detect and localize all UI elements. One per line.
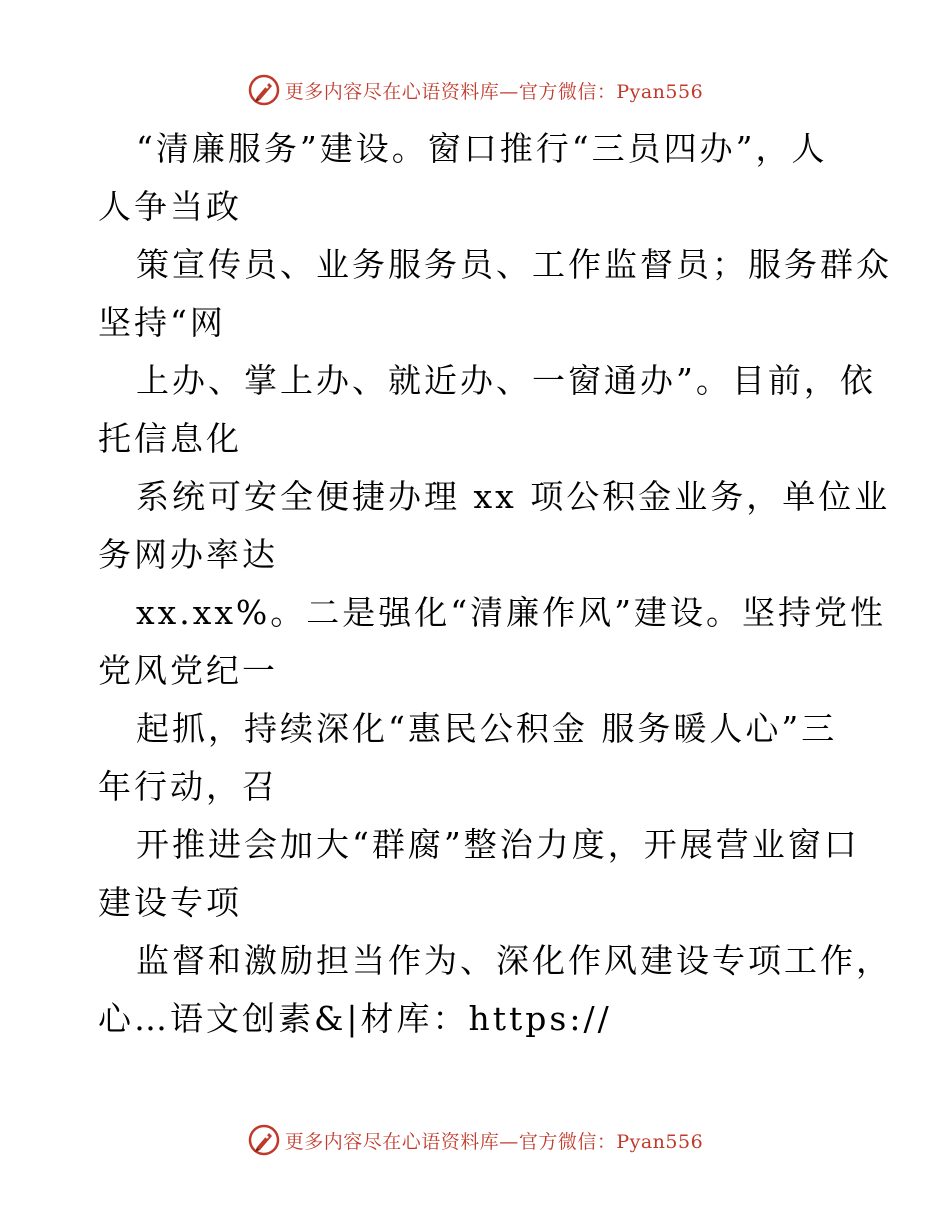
body-line: 系统可安全便捷办理 xx 项公积金业务，单位业 bbox=[136, 477, 891, 516]
body-line: 策宣传员、业务服务员、工作监督员；服务群众 bbox=[136, 245, 892, 284]
footer-banner-id: Pyan556 bbox=[616, 1130, 704, 1153]
footer-banner-official: 官方微信： bbox=[518, 1130, 617, 1153]
header-banner-text bbox=[285, 77, 703, 104]
body-line: “清廉服务”建设。窗口推行“三员四办”，人 bbox=[136, 129, 828, 168]
document-body bbox=[98, 120, 892, 1048]
header-banner bbox=[0, 70, 950, 110]
body-line: 建设专项 bbox=[98, 883, 242, 922]
pen-nib-logo-icon bbox=[247, 73, 281, 107]
body-line: 托信息化 bbox=[98, 419, 242, 458]
header-banner-main: 更多内容尽在心语资料库— bbox=[284, 80, 519, 103]
body-line: 起抓，持续深化“惠民公积金 服务暖人心”三 bbox=[136, 709, 838, 748]
body-line: 人争当政 bbox=[98, 187, 242, 226]
footer-banner-text bbox=[285, 1127, 703, 1154]
body-line: 党风党纪一 bbox=[98, 651, 278, 690]
body-line: 上办、掌上办、就近办、一窗通办”。目前，依 bbox=[136, 361, 876, 400]
body-line: 务网办率达 bbox=[98, 535, 278, 574]
body-line: 心…语文创素&|材库：https:// bbox=[98, 999, 612, 1038]
header-banner-id: Pyan556 bbox=[616, 80, 704, 103]
pen-nib-logo-icon bbox=[247, 1123, 281, 1157]
body-line: 监督和激励担当作为、深化作风建设专项工作， bbox=[136, 941, 892, 980]
header-banner-official: 官方微信： bbox=[518, 80, 617, 103]
body-line: xx.xx%。二是强化“清廉作风”建设。坚持党性 bbox=[136, 593, 887, 632]
body-line: 开推进会加大“群腐”整治力度，开展营业窗口 bbox=[136, 825, 860, 864]
footer-banner-main: 更多内容尽在心语资料库— bbox=[284, 1130, 519, 1153]
body-line: 坚持“网 bbox=[98, 303, 226, 342]
body-line: 年行动，召 bbox=[98, 767, 278, 806]
footer-banner bbox=[0, 1120, 950, 1160]
